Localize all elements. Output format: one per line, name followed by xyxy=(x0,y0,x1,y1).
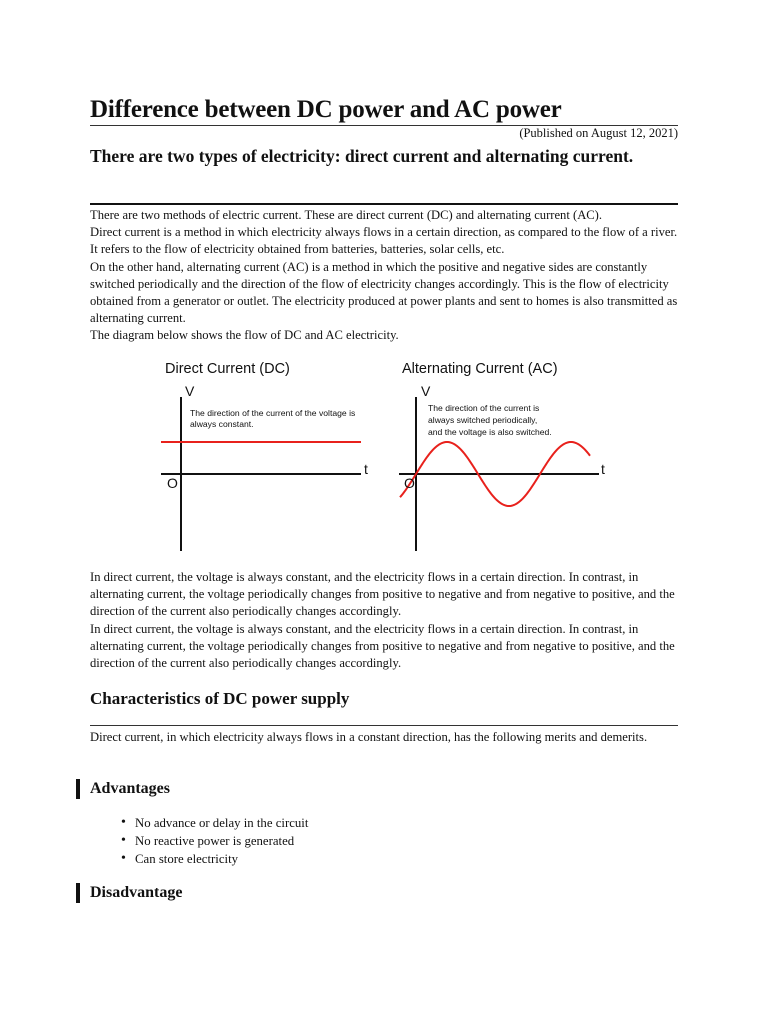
list-item: • No reactive power is generated xyxy=(121,832,308,850)
disadvantage-heading-label: Disadvantage xyxy=(90,884,183,901)
dc-y-label: V xyxy=(185,383,195,399)
intro-paragraph: Direct current is a method in which electricity always flows in a certain direction, as compared to the flow of a river. It refers to the flow of electricity obtained from batteries, batteries, solar cells, etc. xyxy=(90,225,678,257)
dc-origin-label: O xyxy=(167,475,178,491)
subtitle-divider xyxy=(90,203,678,205)
advantages-heading xyxy=(76,779,170,799)
disadvantage-heading xyxy=(76,883,182,903)
publish-date: (Published on August 12, 2021) xyxy=(519,126,678,140)
advantages-list xyxy=(121,814,308,868)
list-item: • Can store electricity xyxy=(121,850,308,868)
ac-note-line1: The direction of the current is xyxy=(428,403,540,413)
explanation-text xyxy=(90,569,680,672)
dc-ac-diagram xyxy=(150,352,620,558)
explanation-paragraph: In direct current, the voltage is always constant, and the electricity flows in a certain direction. In contrast, in alternating current, the voltage periodically changes from positive to negative and from negative to positive, and the direction of the current also periodically changes accordingly. xyxy=(90,570,675,619)
list-item: • No advance or delay in the circuit xyxy=(121,814,308,832)
dc-note-line2: always constant. xyxy=(190,419,254,429)
intro-paragraph: The diagram below shows the flow of DC and AC electricity. xyxy=(90,328,399,343)
ac-title: Alternating Current (AC) xyxy=(402,361,558,377)
ac-note-line3: and the voltage is also switched. xyxy=(428,427,552,437)
ac-origin-label: O xyxy=(404,475,415,491)
article-subtitle: There are two types of electricity: direct current and alternating current. xyxy=(90,146,634,166)
dc-section-heading: Characteristics of DC power supply xyxy=(90,689,350,708)
dc-note-line1: The direction of the current of the voltage is xyxy=(190,408,356,418)
ac-x-label: t xyxy=(601,461,605,477)
ac-note-line2: always switched periodically, xyxy=(428,415,538,425)
heading-bar xyxy=(76,779,80,799)
heading-bar xyxy=(76,883,80,903)
advantages-heading-label: Advantages xyxy=(90,780,171,797)
dc-section-text: Direct current, in which electricity always flows in a constant direction, has the following merits and demerits. xyxy=(90,730,648,744)
page-title: Difference between DC power and AC power xyxy=(90,96,562,123)
dc-title: Direct Current (DC) xyxy=(165,361,290,377)
intro-paragraph: There are two methods of electric current. These are direct current (DC) and alternating current (AC). xyxy=(90,208,603,222)
dc-section-divider xyxy=(90,725,678,726)
intro-text xyxy=(90,207,680,345)
article-header xyxy=(90,96,562,124)
explanation-paragraph: In direct current, the voltage is always constant, and the electricity flows in a certain direction. In contrast, in alternating current, the voltage periodically changes from positive to negative and from negative to positive, and the direction of the current also periodically changes accordingly. xyxy=(90,621,675,671)
intro-paragraph: On the other hand, alternating current (AC) is a method in which the positive and negative sides are constantly switched periodically and the direction of the flow of electricity changes accordingly. This is the flow of electricity obtained from a generator or outlet. The electricity produced at power plants and sent to homes is also transmitted as alternating current. xyxy=(90,259,678,326)
ac-y-label: V xyxy=(421,383,431,399)
dc-x-label: t xyxy=(364,461,368,477)
